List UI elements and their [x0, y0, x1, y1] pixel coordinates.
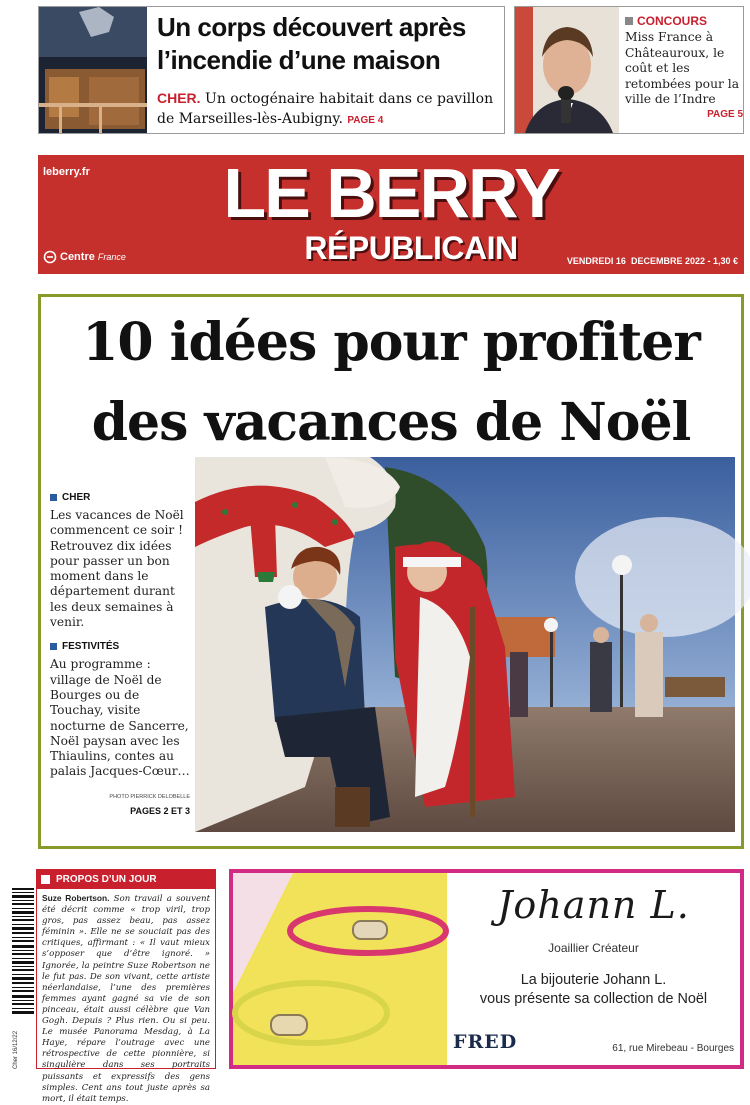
propos-body	[36, 889, 216, 1104]
teaser-headline: Un corps découvert après l’incendie d’une maison	[157, 12, 466, 75]
ad-text-panel	[447, 873, 740, 1065]
propos-label: PROPOS D’UN JOUR	[56, 873, 157, 885]
square-bullet-icon	[50, 643, 57, 650]
group-suffix: France	[97, 252, 126, 262]
section-label: FESTIVITÉS	[62, 641, 120, 653]
propos-name: Suze Robertson.	[42, 893, 110, 903]
section-text: Les vacances de Noël commencent ce soir ! Retrouvez dix idées pour passer un bon moment dans le département durant les deux semaines à venir.	[50, 508, 184, 630]
square-bullet-icon	[625, 17, 633, 25]
propos-text-block	[42, 893, 210, 1105]
headline-line1: 10 idées pour profiter	[82, 312, 700, 373]
teaser-text: Un octogénaire habitait dans ce pavillon de Marseilles-lès-Aubigny.	[157, 91, 494, 127]
teaser-summary	[157, 88, 497, 131]
speaker-photo	[515, 7, 619, 133]
page-reference[interactable]: PAGES 2 ET 3	[130, 805, 190, 816]
teaser-fire-story[interactable]	[38, 6, 505, 134]
fire-photo	[39, 7, 147, 133]
barcode	[10, 886, 36, 1016]
teaser-kicker: CHER.	[157, 90, 201, 106]
edition-name: Cher	[13, 1055, 19, 1069]
dateline: VENDREDI 16 DECEMBRE 2022 - 1,30 €	[566, 256, 738, 266]
ad-partner-logo: FRED	[453, 1031, 518, 1053]
section-label: CHER	[62, 492, 91, 503]
masthead	[38, 155, 744, 274]
square-bullet-icon	[50, 494, 57, 501]
teaser-kicker-row	[625, 14, 743, 28]
headline-line2: des vacances de Noël	[91, 392, 691, 453]
ad-brand: Johann L.	[497, 883, 690, 927]
ad-tagline	[447, 971, 740, 1009]
title-line1: LE BERRY	[223, 154, 559, 232]
group-name: Centre	[60, 251, 95, 263]
website-url[interactable]: leberry.fr	[43, 166, 90, 178]
centre-france-icon	[43, 251, 57, 263]
ad-subtitle: Joaillier Créateur	[548, 941, 639, 955]
propos-header	[36, 869, 216, 889]
teaser-text: Miss France à Châteauroux, le coût et les retombées pour la ville de l’Indre	[625, 30, 740, 106]
section-heading-cher	[50, 492, 190, 503]
photo-credit: PHOTO PIERRICK DELOBELLE	[109, 793, 190, 800]
square-bullet-icon	[41, 875, 50, 884]
section-text: Au programme : village de Noël de Bourges ou de Touchay, visite nocturne de Sancerre, Noël paysan avec les Thiaulins, contes au palais Jacques-Cœur…	[50, 657, 190, 779]
bracelet-photo	[233, 873, 447, 1065]
teaser-miss-text-block	[625, 14, 743, 120]
jeweler-advertisement[interactable]	[229, 869, 744, 1069]
teaser-miss-france[interactable]	[514, 6, 744, 134]
ad-address: 61, rue Mirebeau - Bourges	[612, 1043, 734, 1054]
centre-france-logo	[43, 251, 126, 263]
barcode-block	[10, 886, 36, 1069]
edition-date: 16/12/22	[13, 1030, 19, 1055]
teaser-kicker: CONCOURS	[637, 14, 708, 28]
ad-line2: vous présente sa collection de Noël	[479, 991, 708, 1007]
barcode-caption	[13, 1030, 19, 1069]
teaser-page-ref: PAGE 4	[347, 115, 384, 126]
propos-column	[36, 869, 216, 1104]
story-text-column	[50, 492, 190, 816]
christmas-photo	[195, 457, 735, 832]
propos-text: Son travail a souvent été décrit comme « trop viril, trop gros, pas assez beau, pas assez féminin ». Elle ne se souciait pas des critiques, affirmant : « Il vaut mieux s’opposer que d’être ignoré. » Ignorée, la peintre Suze Robertson ne le fut pas. De son vivant, cette artiste néerlandaise, l’une des premières femmes ayant gagné sa vie de son pinceau, était aussi célèbre que Van Gogh. Depuis ? Plus rien. Ou si peu. Le musée Panorama Mesdag, à La Haye, répare l’outrage avec une rétrospective de cette pionnière, si singulière dans ses portraits puissants et expressifs des gens simples. Cent ans tout juste après sa mort, il était temps.	[42, 894, 211, 1104]
teaser-page-ref: PAGE 5	[707, 108, 743, 120]
main-story	[38, 294, 744, 849]
main-headline	[41, 303, 741, 463]
ad-line1: La bijouterie Johann L.	[520, 972, 667, 988]
section-heading-festivites	[50, 641, 190, 652]
title-line2: RÉPUBLICAIN	[304, 230, 518, 266]
